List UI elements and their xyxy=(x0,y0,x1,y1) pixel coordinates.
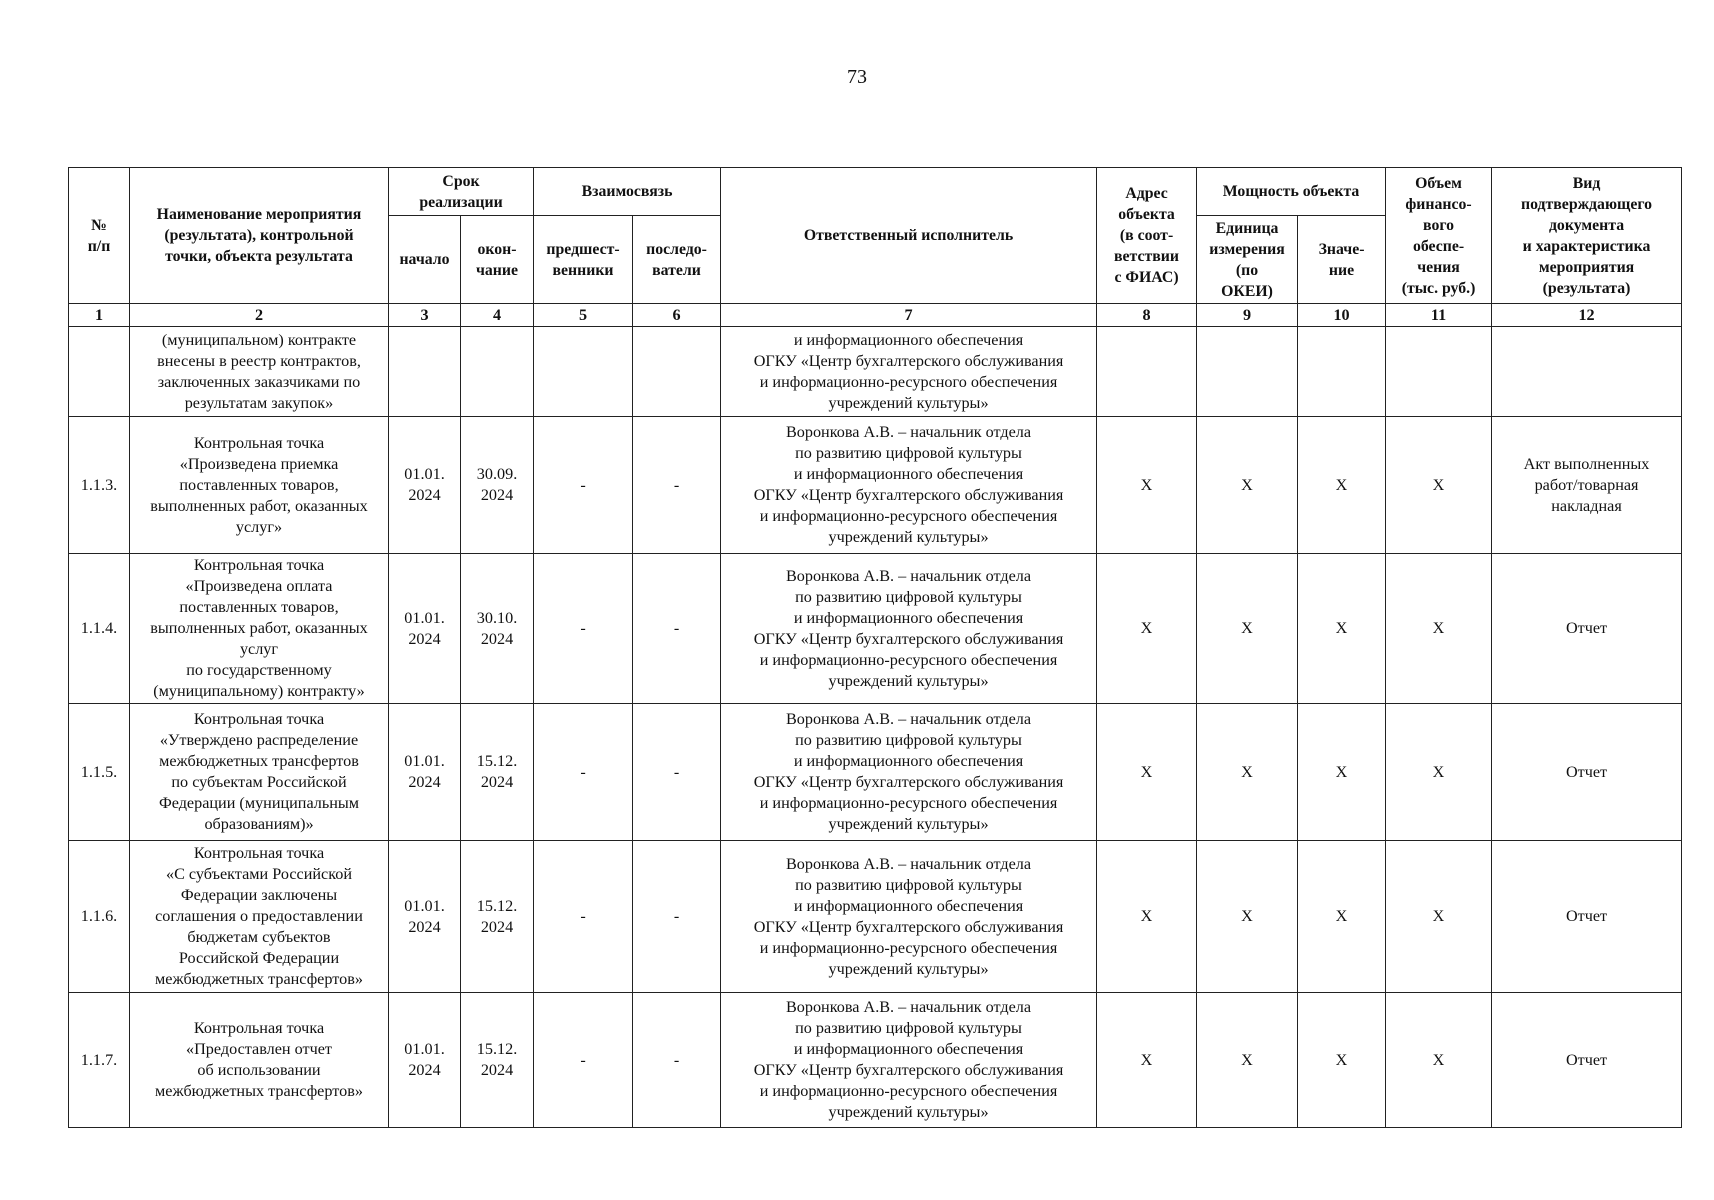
cell-doc: Отчет xyxy=(1492,554,1682,704)
cell-start: 01.01. 2024 xyxy=(389,554,461,704)
cell-unit: Х xyxy=(1197,993,1298,1128)
header-responsible: Ответственный исполнитель xyxy=(721,168,1097,304)
cell-unit: Х xyxy=(1197,417,1298,554)
column-number: 7 xyxy=(721,304,1097,327)
header-link-next: последо- ватели xyxy=(633,216,721,304)
cell-unit: Х xyxy=(1197,554,1298,704)
cell-doc: Акт выполненных работ/товарная накладная xyxy=(1492,417,1682,554)
cell-address: Х xyxy=(1097,417,1197,554)
table-row xyxy=(69,327,1682,417)
column-number: 1 xyxy=(69,304,130,327)
cell-unit xyxy=(1197,327,1298,417)
column-number: 2 xyxy=(130,304,389,327)
cell-start: 01.01. 2024 xyxy=(389,704,461,841)
cell-responsible: Воронкова А.В. – начальник отдела по развитию цифровой культуры и информационного обеспечения ОГКУ «Центр бухгалтерского обслуживания и информационно-ресурсного обеспечения учреждений культуры» xyxy=(721,841,1097,993)
column-number: 6 xyxy=(633,304,721,327)
cell-address: Х xyxy=(1097,554,1197,704)
cell-num: 1.1.6. xyxy=(69,841,130,993)
cell-finance xyxy=(1386,327,1492,417)
cell-prev: - xyxy=(534,554,633,704)
cell-name: Контрольная точка «Произведена оплата поставленных товаров, выполненных работ, оказанных услуг по государственному (муниципальному) контракту» xyxy=(130,554,389,704)
header-doc-type: Вид подтверждающего документа и характеристика мероприятия (результата) xyxy=(1492,168,1682,304)
column-number: 3 xyxy=(389,304,461,327)
cell-num: 1.1.7. xyxy=(69,993,130,1128)
cell-value: Х xyxy=(1298,554,1386,704)
cell-responsible: и информационного обеспечения ОГКУ «Центр бухгалтерского обслуживания и информационно-ресурсного обеспечения учреждений культуры» xyxy=(721,327,1097,417)
column-number: 4 xyxy=(461,304,534,327)
table-body xyxy=(69,304,1682,1128)
cell-value xyxy=(1298,327,1386,417)
page-number: 73 xyxy=(847,66,867,88)
cell-doc: Отчет xyxy=(1492,704,1682,841)
cell-finance: Х xyxy=(1386,841,1492,993)
cell-prev xyxy=(534,327,633,417)
cell-end: 15.12. 2024 xyxy=(461,704,534,841)
column-number: 11 xyxy=(1386,304,1492,327)
header-name: Наименование мероприятия (результата), контрольной точки, объекта результата xyxy=(130,168,389,304)
cell-finance: Х xyxy=(1386,704,1492,841)
column-number: 10 xyxy=(1298,304,1386,327)
cell-start: 01.01. 2024 xyxy=(389,841,461,993)
cell-value: Х xyxy=(1298,993,1386,1128)
cell-name: Контрольная точка «Произведена приемка поставленных товаров, выполненных работ, оказанных услуг» xyxy=(130,417,389,554)
cell-doc: Отчет xyxy=(1492,841,1682,993)
header-term: Срок реализации xyxy=(389,168,534,216)
column-number: 12 xyxy=(1492,304,1682,327)
column-number-row xyxy=(69,304,1682,327)
cell-responsible: Воронкова А.В. – начальник отдела по развитию цифровой культуры и информационного обеспечения ОГКУ «Центр бухгалтерского обслуживания и информационно-ресурсного обеспечения учреждений культуры» xyxy=(721,993,1097,1128)
table-row xyxy=(69,704,1682,841)
cell-name: Контрольная точка «Предоставлен отчет об использовании межбюджетных трансфертов» xyxy=(130,993,389,1128)
column-number: 5 xyxy=(534,304,633,327)
cell-address xyxy=(1097,327,1197,417)
cell-end: 15.12. 2024 xyxy=(461,841,534,993)
header-capacity-value: Значе- ние xyxy=(1298,216,1386,304)
cell-start: 01.01. 2024 xyxy=(389,993,461,1128)
table-row xyxy=(69,417,1682,554)
cell-prev: - xyxy=(534,417,633,554)
cell-name: Контрольная точка «С субъектами Российской Федерации заключены соглашения о предоставлении бюджетам субъектов Российской Федерации межбюджетных трансфертов» xyxy=(130,841,389,993)
cell-num: 1.1.4. xyxy=(69,554,130,704)
cell-next: - xyxy=(633,993,721,1128)
header-link: Взаимосвязь xyxy=(534,168,721,216)
cell-responsible: Воронкова А.В. – начальник отдела по развитию цифровой культуры и информационного обеспечения ОГКУ «Центр бухгалтерского обслуживания и информационно-ресурсного обеспечения учреждений культуры» xyxy=(721,704,1097,841)
header-link-prev: предшест- венники xyxy=(534,216,633,304)
cell-name: (муниципальном) контракте внесены в реестр контрактов, заключенных заказчиками по результатам закупок» xyxy=(130,327,389,417)
cell-next: - xyxy=(633,417,721,554)
cell-end: 30.09. 2024 xyxy=(461,417,534,554)
table-row xyxy=(69,993,1682,1128)
cell-finance: Х xyxy=(1386,417,1492,554)
cell-value: Х xyxy=(1298,417,1386,554)
table-row xyxy=(69,554,1682,704)
cell-doc: Отчет xyxy=(1492,993,1682,1128)
cell-end: 30.10. 2024 xyxy=(461,554,534,704)
cell-finance: Х xyxy=(1386,993,1492,1128)
cell-name: Контрольная точка «Утверждено распределение межбюджетных трансфертов по субъектам Российской Федерации (муниципальным образованиям)» xyxy=(130,704,389,841)
cell-unit: Х xyxy=(1197,704,1298,841)
header-term-end: окон- чание xyxy=(461,216,534,304)
cell-num: 1.1.5. xyxy=(69,704,130,841)
cell-next xyxy=(633,327,721,417)
cell-next: - xyxy=(633,704,721,841)
header-finance: Объем финансо- вого обеспе- чения (тыс. руб.) xyxy=(1386,168,1492,304)
cell-value: Х xyxy=(1298,841,1386,993)
cell-next: - xyxy=(633,554,721,704)
cell-num xyxy=(69,327,130,417)
table-header xyxy=(69,168,1682,304)
header-address: Адрес объекта (в соот- ветствии с ФИАС) xyxy=(1097,168,1197,304)
cell-finance: Х xyxy=(1386,554,1492,704)
header-term-start: начало xyxy=(389,216,461,304)
cell-end xyxy=(461,327,534,417)
plan-table xyxy=(68,167,1682,1128)
cell-value: Х xyxy=(1298,704,1386,841)
cell-num: 1.1.3. xyxy=(69,417,130,554)
header-num: № п/п xyxy=(69,168,130,304)
header-capacity: Мощность объекта xyxy=(1197,168,1386,216)
cell-prev: - xyxy=(534,841,633,993)
cell-responsible: Воронкова А.В. – начальник отдела по развитию цифровой культуры и информационного обеспечения ОГКУ «Центр бухгалтерского обслуживания и информационно-ресурсного обеспечения учреждений культуры» xyxy=(721,554,1097,704)
cell-next: - xyxy=(633,841,721,993)
column-number: 9 xyxy=(1197,304,1298,327)
cell-prev: - xyxy=(534,704,633,841)
cell-unit: Х xyxy=(1197,841,1298,993)
table-row xyxy=(69,841,1682,993)
cell-start: 01.01. 2024 xyxy=(389,417,461,554)
cell-end: 15.12. 2024 xyxy=(461,993,534,1128)
cell-address: Х xyxy=(1097,993,1197,1128)
cell-start xyxy=(389,327,461,417)
header-capacity-unit: Единица измерения (по ОКЕИ) xyxy=(1197,216,1298,304)
cell-doc xyxy=(1492,327,1682,417)
cell-address: Х xyxy=(1097,704,1197,841)
cell-responsible: Воронкова А.В. – начальник отдела по развитию цифровой культуры и информационного обеспечения ОГКУ «Центр бухгалтерского обслуживания и информационно-ресурсного обеспечения учреждений культуры» xyxy=(721,417,1097,554)
column-number: 8 xyxy=(1097,304,1197,327)
cell-prev: - xyxy=(534,993,633,1128)
cell-address: Х xyxy=(1097,841,1197,993)
